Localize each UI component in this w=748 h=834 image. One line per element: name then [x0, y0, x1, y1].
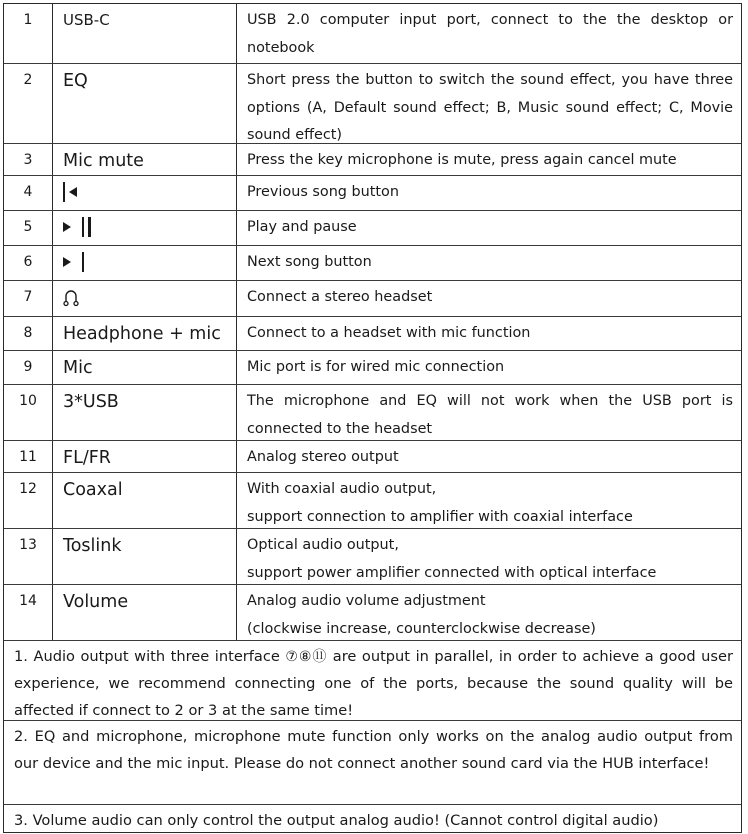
port-description — [237, 211, 741, 245]
note-text: 3. Volume audio can only control the output analog audio! (Cannot control digital audio) — [14, 812, 659, 829]
port-name — [53, 176, 237, 210]
description-text: Connect a stereo headset — [247, 289, 433, 305]
port-description — [237, 4, 741, 63]
port-name — [53, 281, 237, 316]
spec-table — [3, 3, 742, 833]
note-2 — [4, 721, 741, 805]
next-track-icon — [63, 249, 84, 275]
row-number: 13 — [4, 529, 53, 584]
row-number: 9 — [4, 351, 53, 384]
description-text: Previous song button — [247, 184, 399, 200]
port-name: Toslink — [53, 529, 237, 584]
port-name: FL/FR — [53, 441, 237, 472]
table-row — [4, 144, 741, 176]
port-name: Volume — [53, 585, 237, 640]
port-name: Coaxal — [53, 473, 237, 528]
table-row — [4, 473, 741, 529]
note-text: 1. Audio output with three interface — [14, 648, 286, 665]
row-number: 3 — [4, 144, 53, 175]
port-description — [237, 385, 741, 440]
port-description — [237, 246, 741, 280]
description-text: Next song button — [247, 254, 372, 270]
row-number: 14 — [4, 585, 53, 640]
row-number: 8 — [4, 317, 53, 350]
table-row — [4, 385, 741, 441]
port-description — [237, 64, 741, 143]
description-line: Optical audio output, — [247, 537, 399, 553]
table-row — [4, 4, 741, 64]
port-description — [237, 473, 741, 528]
description-line: support connection to amplifier with coaxial interface — [247, 508, 633, 525]
row-number: 4 — [4, 176, 53, 210]
circled-numbers: ⑦⑧⑪ — [285, 649, 328, 665]
row-number: 7 — [4, 281, 53, 316]
port-name — [53, 246, 237, 280]
description-text: Analog stereo output — [247, 449, 399, 465]
port-description — [237, 441, 741, 472]
row-number: 2 — [4, 64, 53, 143]
note-1 — [4, 641, 741, 721]
description-text: Mic port is for wired mic connection — [247, 359, 505, 375]
port-name: Mic mute — [53, 144, 237, 175]
description-text: USB 2.0 computer input port, connect to the the desktop or notebook — [247, 12, 733, 56]
port-description — [237, 176, 741, 210]
description-line: support power amplifier connected with optical interface — [247, 564, 657, 581]
port-name: 3*USB — [53, 385, 237, 440]
row-number: 11 — [4, 441, 53, 472]
port-name: Mic — [53, 351, 237, 384]
table-row — [4, 441, 741, 473]
table-row — [4, 281, 741, 317]
port-name: EQ — [53, 64, 237, 143]
description-line: (clockwise increase, counterclockwise decrease) — [247, 620, 596, 637]
port-description — [237, 585, 741, 640]
port-description — [237, 317, 741, 350]
row-number: 1 — [4, 4, 53, 63]
table-row — [4, 176, 741, 211]
row-number: 12 — [4, 473, 53, 528]
play-pause-icon — [63, 214, 91, 240]
port-description — [237, 351, 741, 384]
description-line: With coaxial audio output, — [247, 481, 437, 497]
port-description — [237, 144, 741, 175]
table-row — [4, 246, 741, 281]
note-text: 2. EQ and microphone, microphone mute function only works on the analog audio output from our device and the mic input. Please do not connect another sound card via the HUB interface! — [14, 728, 733, 772]
description-text: Short press the button to switch the sound effect, you have three options (A, Default sound effect; B, Music sound effect; C, Movie sound effect) — [247, 72, 733, 143]
description-text: Play and pause — [247, 219, 357, 235]
port-name — [53, 211, 237, 245]
description-text: Connect to a headset with mic function — [247, 325, 531, 341]
note-text: are output in parallel, in order to achieve a good user experience, we recommend connecting one of the ports, because the sound quality will be affected if connect to 2 or 3 at the same time! — [14, 648, 733, 719]
description-line: Analog audio volume adjustment — [247, 593, 486, 609]
table-row — [4, 64, 741, 144]
table-row — [4, 211, 741, 246]
row-number: 10 — [4, 385, 53, 440]
row-number: 6 — [4, 246, 53, 280]
port-description — [237, 529, 741, 584]
table-row — [4, 351, 741, 385]
table-row — [4, 317, 741, 351]
previous-track-icon — [63, 179, 77, 205]
row-number: 5 — [4, 211, 53, 245]
description-text: Press the key microphone is mute, press again cancel mute — [247, 152, 677, 168]
description-text: The microphone and EQ will not work when the USB port is connected to the headset — [247, 393, 733, 437]
table-row — [4, 585, 741, 641]
table-row — [4, 529, 741, 585]
port-name: Headphone + mic — [53, 317, 237, 350]
port-name: USB-C — [53, 4, 237, 63]
port-description — [237, 281, 741, 316]
headphone-icon — [63, 284, 79, 310]
note-3 — [4, 805, 741, 833]
